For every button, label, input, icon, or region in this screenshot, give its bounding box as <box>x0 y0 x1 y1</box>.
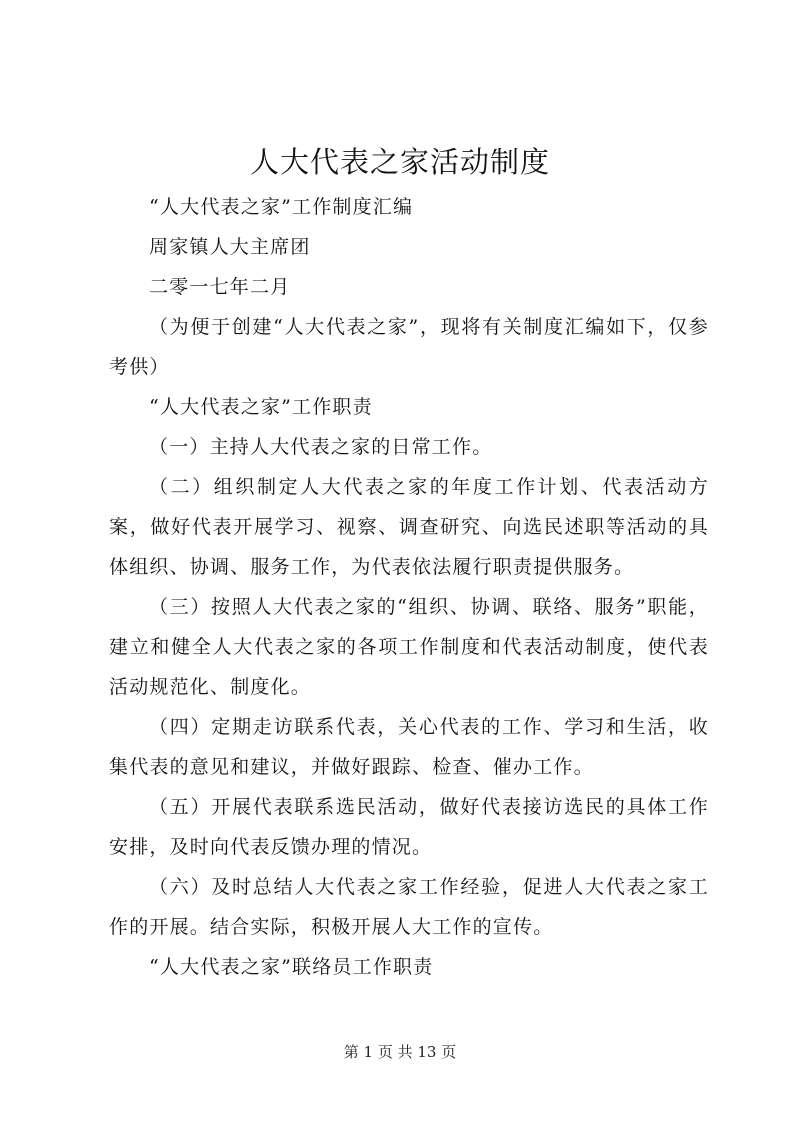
section-heading-liaison: “人大代表之家”联络员工作职责 <box>149 956 434 978</box>
duty-item-4: （四）定期走访联系代表，关心代表的工作、学习和生活，收集代表的意见和建议，并做好跟踪、检查、催办工作。 <box>109 716 709 778</box>
duty-item-6: （六）及时总结人大代表之家工作经验，促进人大代表之家工作的开展。结合实际，积极开展人大工作的宣传。 <box>109 876 709 938</box>
document-body <box>109 187 709 987</box>
duty-item-1: （一）主持人大代表之家的日常工作。 <box>149 436 493 458</box>
section-heading-duties: “人大代表之家”工作职责 <box>149 396 373 418</box>
duty-item-3: （三）按照人大代表之家的“组织、协调、联络、服务”职能，建立和健全人大代表之家的各项工作制度和代表活动制度，使代表活动规范化、制度化。 <box>109 596 709 698</box>
page-footer <box>0 1042 800 1062</box>
duty-item-5: （五）开展代表联系选民活动，做好代表接访选民的具体工作安排，及时向代表反馈办理的情况。 <box>109 796 709 858</box>
page-number: 第 1 页 共 13 页 <box>343 1043 457 1061</box>
preface-paragraph: （为便于创建“人大代表之家”，现将有关制度汇编如下，仅参考供） <box>109 316 709 378</box>
page-title: 人大代表之家活动制度 <box>249 145 550 179</box>
document-date: 二零一七年二月 <box>149 276 291 298</box>
duty-item-2: （二）组织制定人大代表之家的年度工作计划、代表活动方案，做好代表开展学习、视察、调查研究、向选民述职等活动的具体组织、协调、服务工作，为代表依法履行职责提供服务。 <box>109 476 709 578</box>
organization-name: 周家镇人大主席团 <box>149 236 311 258</box>
compilation-title: “人大代表之家”工作制度汇编 <box>149 196 414 218</box>
